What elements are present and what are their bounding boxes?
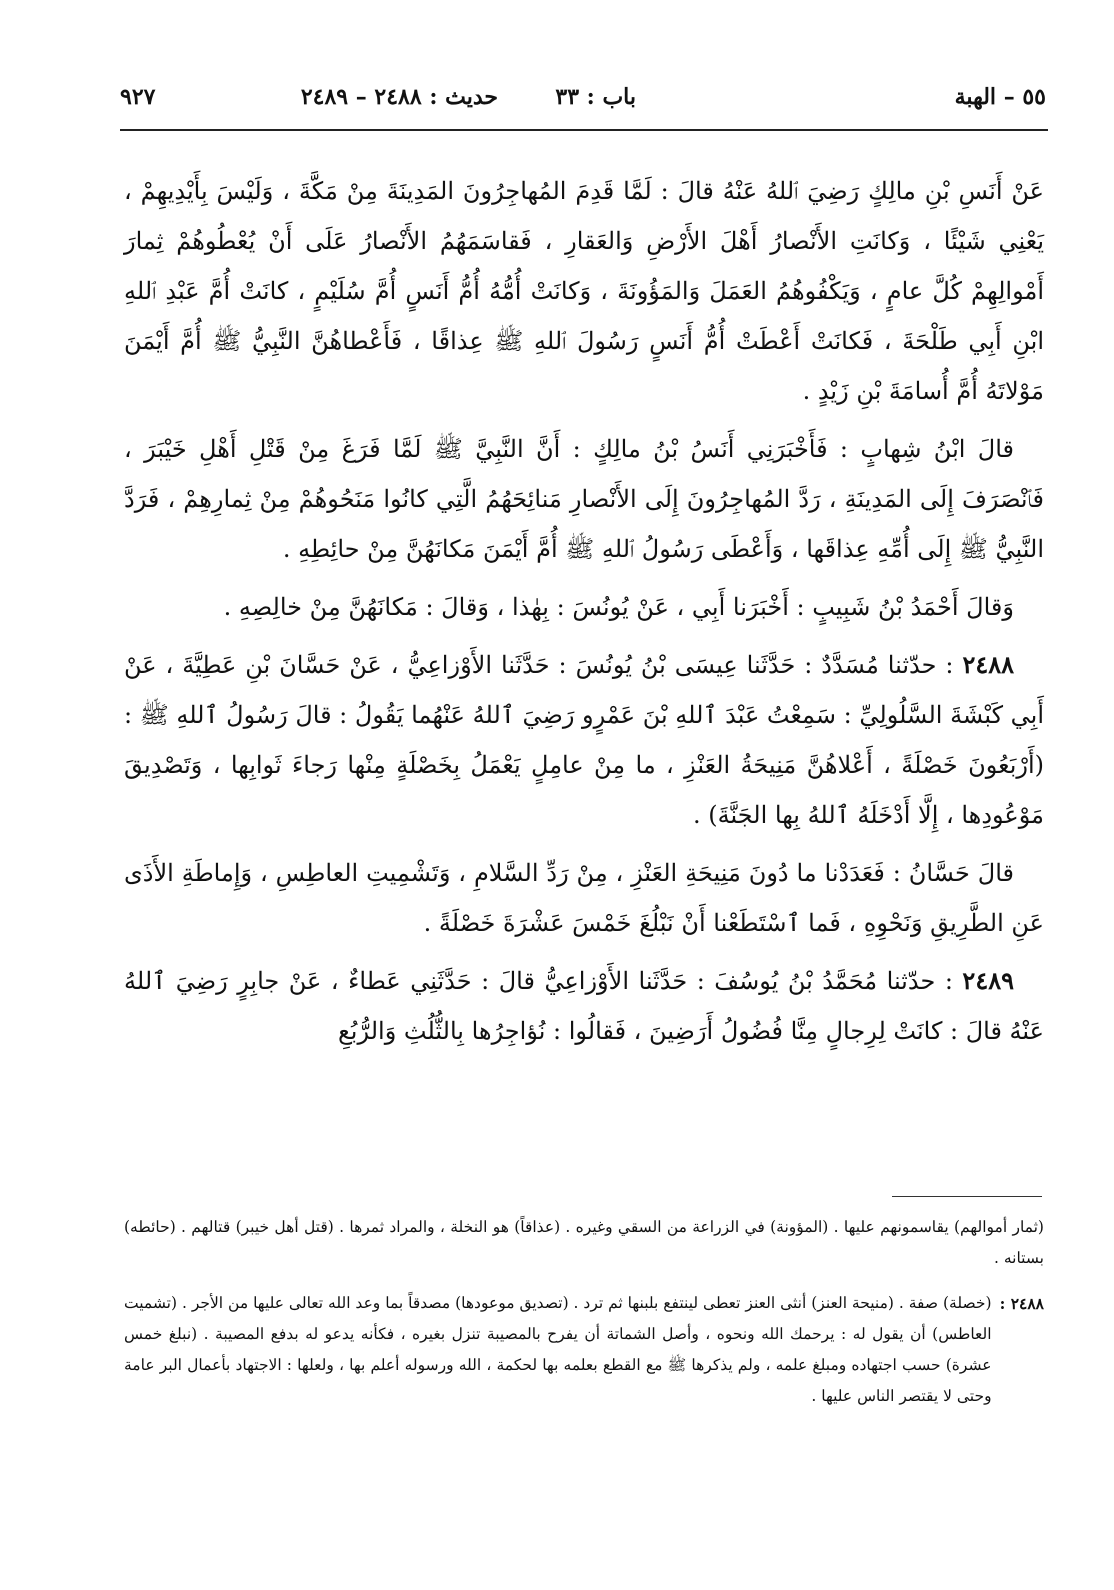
- footnote-text: (خصلة) صفة . (منيحة العنز) أنثى العنز تعطى لينتفع بلبنها ثم ترد . (تصديق موعودها) مصدقاً بما وعد الله تعالى عليها من الأجر . (تشميت العاطس) أن يقول له : يرحمك الله ونحوه ، وأصل الشماتة أن يفرح بالمصيبة تنزل بغيره ، فكأنه يدعو له بدفع المصيبة . (نبلغ خمس عشرة) حسب اجتهاده ومبلغ علمه ، ولم يذكرها ﷺ مع القطع بعلمه بها لحكمة ، الله ورسوله أعلم بها ، ولعلها : الاجتهاد بأعمال البر عامة وحتى لا يقتصر الناس عليها .: [124, 1294, 992, 1405]
- chapter-title: ٥٥ – الهبة: [954, 84, 1046, 110]
- bab-number: باب : ٣٣: [555, 84, 636, 110]
- hadith-text: : حدّثنا مُسَدَّدٌ : حَدَّثَنا عِيسَى بْنُ يُونُسَ : حَدَّثَنا الأَوْزاعِيُّ ، عَنْ حَسَّانَ بْنِ عَطِيَّةَ ، عَنْ أَبِي كَبْشَةَ السَّلُولِيِّ : سَمِعْتُ عَبْدَ ٱللهِ بْنَ عَمْرٍو رَضِيَ ٱللهُ عَنْهُما يَقُولُ : قالَ رَسُولُ ٱللهِ ﷺ : (أَرْبَعُونَ خَصْلَةً ، أَعْلاهُنَّ مَنِيحَةُ العَنْزِ ، ما مِنْ عامِلٍ يَعْمَلُ بِخَصْلَةٍ مِنْها رَجاءَ ثَوابِها ، وَتَصْدِيقَ مَوْعُودِها ، إِلَّا أَدْخَلَهُ ٱللهُ بِها الجَنَّةَ) .: [124, 651, 1044, 829]
- main-text: [124, 166, 1044, 1064]
- paragraph-hassan: قالَ حَسَّانُ : فَعَدَدْنا ما دُونَ مَنِيحَةِ العَنْزِ ، مِنْ رَدِّ السَّلامِ ، وَتَشْمِيتِ العاطِسِ ، وَإِماطَةِ الأَذَى عَنِ الطَّرِيقِ وَنَحْوِهِ ، فَما ٱسْتَطَعْنا أَنْ نَبْلُغَ خَمْسَ عَشْرَةَ خَصْلَةً .: [124, 859, 1044, 937]
- header-rule: [120, 129, 1048, 131]
- hadith-2489: [124, 956, 1044, 1056]
- footnotes: [124, 1212, 1044, 1412]
- hadith-text: : حدّثنا مُحَمَّدُ بْنُ يُوسُفَ : حَدَّثَنا الأَوْزاعِيُّ قالَ : حَدَّثَنِي عَطاءٌ ، عَنْ جابِرٍ رَضِيَ ٱللهُ عَنْهُ قالَ : كانَتْ لِرِجالٍ مِنَّا فُضُولُ أَرَضِينَ ، فَقالُوا : نُؤاجِرُها بِالثُّلُثِ وَالرُّبُعِ: [124, 967, 1044, 1045]
- hadith-range: حديث : ٢٤٨٨ – ٢٤٨٩: [300, 84, 498, 110]
- page-number: ٩٢٧: [120, 84, 156, 110]
- footnote-general: (ثمار أموالهم) يقاسمونهم عليها . (المؤونة) في الزراعة من السقي وغيره . (عذاقاً) هو النخلة ، والمراد ثمرها . (قتل أهل خيبر) قتالهم . (حائطه) بستانه .: [124, 1218, 1044, 1267]
- paragraph-anas-narration: عَنْ أَنَسِ بْنِ مالِكٍ رَضِيَ ٱللهُ عَنْهُ قالَ : لَمَّا قَدِمَ المُهاجِرُونَ المَدِينَةَ مِنْ مَكَّةَ ، وَلَيْسَ بِأَيْدِيهِمْ ، يَعْنِي شَيْئًا ، وَكانَتِ الأَنْصارُ أَهْلَ الأَرْضِ وَالعَقارِ ، فَقاسَمَهُمُ الأَنْصارُ عَلَى أَنْ يُعْطُوهُمْ ثِمارَ أَمْوالِهِمْ كُلَّ عامٍ ، وَيَكْفُوهُمُ العَمَلَ وَالمَؤُونَةَ ، وَكانَتْ أُمُّهُ أُمُّ أَنَسٍ أُمَّ سُلَيْمٍ ، كانَتْ أُمَّ عَبْدِ ٱللهِ ابْنِ أَبِي طَلْحَةَ ، فَكانَتْ أَعْطَتْ أُمُّ أَنَسٍ رَسُولَ ٱللهِ ﷺ عِذاقًا ، فَأَعْطاهُنَّ النَّبِيُّ ﷺ أُمَّ أَيْمَنَ مَوْلاتَهُ أُمَّ أُسامَةَ بْنِ زَيْدٍ .: [124, 177, 1044, 405]
- paragraph-ahmad-ibn-shabib: وَقالَ أَحْمَدُ بْنُ شَبِيبٍ : أَخْبَرَنا أَبِي ، عَنْ يُونُسَ : بِهٰذا ، وَقالَ : مَكانَهُنَّ مِنْ خالِصِهِ .: [223, 593, 1014, 621]
- page-header: [120, 84, 1046, 124]
- paragraph-ibn-shihab: قالَ ابْنُ شِهابٍ : فَأَخْبَرَنِي أَنَسُ بْنُ مالِكٍ : أَنَّ النَّبِيَّ ﷺ لَمَّا فَرَغَ مِنْ قَتْلِ أَهْلِ خَيْبَرَ ، فَٱنْصَرَفَ إِلَى المَدِينَةِ ، رَدَّ المُهاجِرُونَ إِلَى الأَنْصارِ مَنائِحَهُمُ الَّتِي كانُوا مَنَحُوهُمْ مِنْ ثِمارِهِمْ ، فَرَدَّ النَّبِيُّ ﷺ إِلَى أُمِّهِ عِذاقَها ، وَأَعْطَى رَسُولُ ٱللهِ ﷺ أُمَّ أَيْمَنَ مَكانَهُنَّ مِنْ حائِطِهِ .: [124, 435, 1044, 563]
- footnote-2488: [124, 1288, 1044, 1412]
- footnote-separator: [892, 1196, 1042, 1197]
- hadith-number: ٢٤٨٩: [962, 966, 1014, 995]
- footnote-number: ٢٤٨٨ :: [999, 1294, 1044, 1313]
- hadith-number: ٢٤٨٨: [962, 650, 1015, 679]
- hadith-2488: [124, 640, 1044, 840]
